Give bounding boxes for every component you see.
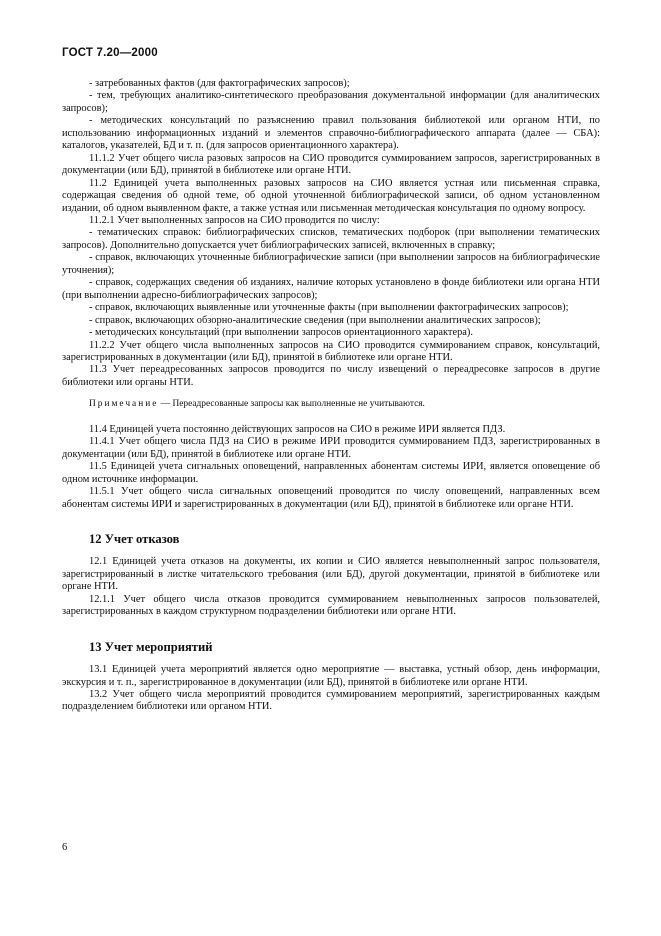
paragraph: - методических консультаций по разъяснению правил пользования библиотекой или органом НТИ, по использованию информационных изданий и элементов справочно-библиографического аппарата (далее — СБА): каталогов, указателей, БД и т. п. (для запросов ориентационного характера). bbox=[62, 115, 600, 152]
paragraph: 11.5.1 Учет общего числа сигнальных оповещений проводится по числу оповещений, направленных всем абонентам системы ИРИ и зарегистрированных в документации (или БД), принятой в библиотеке или органе НТИ. bbox=[62, 486, 600, 510]
paragraph: 11.2 Единицей учета выполненных разовых запросов на СИО является устная или письменная справка, содержащая сведения об одной теме, об одной уточненной библиографической записи, об одном установленном издании, об одном выявленном факте, а также устная или письменная методическая консультация по одному вопросу. bbox=[62, 177, 600, 214]
paragraph: 11.4.1 Учет общего числа ПДЗ на СИО в режиме ИРИ проводится суммированием ПДЗ, зарегистрированных в документации (или БД), принятой в библиотеке или органе НТИ. bbox=[62, 436, 600, 460]
document-body bbox=[62, 78, 600, 714]
paragraph: 12.1.1 Учет общего числа отказов проводится суммированием невыполненных запросов пользователей, зарегистрированных в каждом структурном подразделении библиотеки или органе НТИ. bbox=[62, 593, 600, 618]
paragraph: - справок, включающих уточненные библиографические записи (при выполнении запросов на библиографические уточнения); bbox=[62, 252, 600, 276]
paragraph: 11.2.1 Учет выполненных запросов на СИО проводится по числу: bbox=[89, 214, 380, 226]
section-heading-13: 13 Учет мероприятий bbox=[89, 639, 213, 654]
note bbox=[62, 398, 600, 410]
section-13-body bbox=[62, 664, 600, 714]
paragraph: 11.4 Единицей учета постоянно действующих запросов на СИО в режиме ИРИ является ПДЗ. bbox=[89, 423, 506, 435]
paragraph: 11.3 Учет переадресованных запросов проводится по числу извещений о переадресовке запросов в другие библиотеки или органы НТИ. bbox=[62, 364, 600, 388]
paragraph: 11.1.2 Учет общего числа разовых запросов на СИО проводится суммированием запросов, зарегистрированных в документации (или БД), принятой в библиотеке или органе НТИ. bbox=[62, 152, 600, 177]
paragraph: - тематических справок: библиографических списков, тематических подборок (при выполнении тематических запросов). Дополнительно допускается учет библиографических записей, включенных в справку; bbox=[62, 227, 600, 251]
standard-header: ГОСТ 7.20—2000 bbox=[62, 47, 158, 59]
section-12-body bbox=[62, 556, 600, 618]
paragraph: - затребованных фактов (для фактографических запросов); bbox=[89, 78, 350, 89]
paragraph: 13.2 Учет общего числа мероприятий проводится суммированием мероприятий, зарегистрированных каждым подразделением библиотеки или органом НТИ. bbox=[62, 689, 600, 713]
paragraph: - методических консультаций (при выполнении запросов ориентационного характера). bbox=[89, 327, 473, 339]
list-block-b bbox=[62, 424, 600, 511]
paragraph: 13.1 Единицей учета мероприятий является одно мероприятие — выставка, устный обзор, день информации, экскурсия и т. п., зарегистрированное в документации (или БД), принятой в библиотеке или органе НТИ. bbox=[62, 664, 600, 688]
paragraph: - справок, включающих обзорно-аналитические сведения (при выполнении аналитических запросов); bbox=[89, 314, 541, 326]
page-number: 6 bbox=[62, 842, 68, 853]
section-heading-12: 12 Учет отказов bbox=[89, 531, 180, 546]
paragraph: - тем, требующих аналитико-синтетического преобразования документальной информации (для аналитических запросов); bbox=[62, 90, 600, 114]
list-block-a bbox=[62, 78, 600, 389]
paragraph: 12.1 Единицей учета отказов на документы, их копии и СИО является невыполненный запрос пользователя, зарегистрированный в листке читательского требования (или БД), другой документации, принятой в библиотеке или органе НТИ. bbox=[62, 556, 600, 593]
paragraph: - справок, включающих выявленные или уточненные факты (при выполнении фактографических запросов); bbox=[89, 302, 569, 314]
note-text: — Переадресованные запросы как выполненные не учитываются. bbox=[158, 399, 425, 410]
paragraph: - справок, содержащих сведения об изданиях, наличие которых установлено в фонде библиотеки или органа НТИ (при выполнении адресно-библиографических запросов); bbox=[62, 277, 600, 301]
paragraph: 11.2.2 Учет общего числа выполненных запросов на СИО проводится суммированием справок, консультаций, зарегистрированных в документации (или БД), принятой в библиотеке или органе НТИ. bbox=[62, 339, 600, 363]
paragraph: 11.5 Единицей учета сигнальных оповещений, направленных абонентам системы ИРИ, является оповещение об одном источнике информации. bbox=[62, 461, 600, 485]
note-label: Примечание bbox=[89, 399, 159, 410]
